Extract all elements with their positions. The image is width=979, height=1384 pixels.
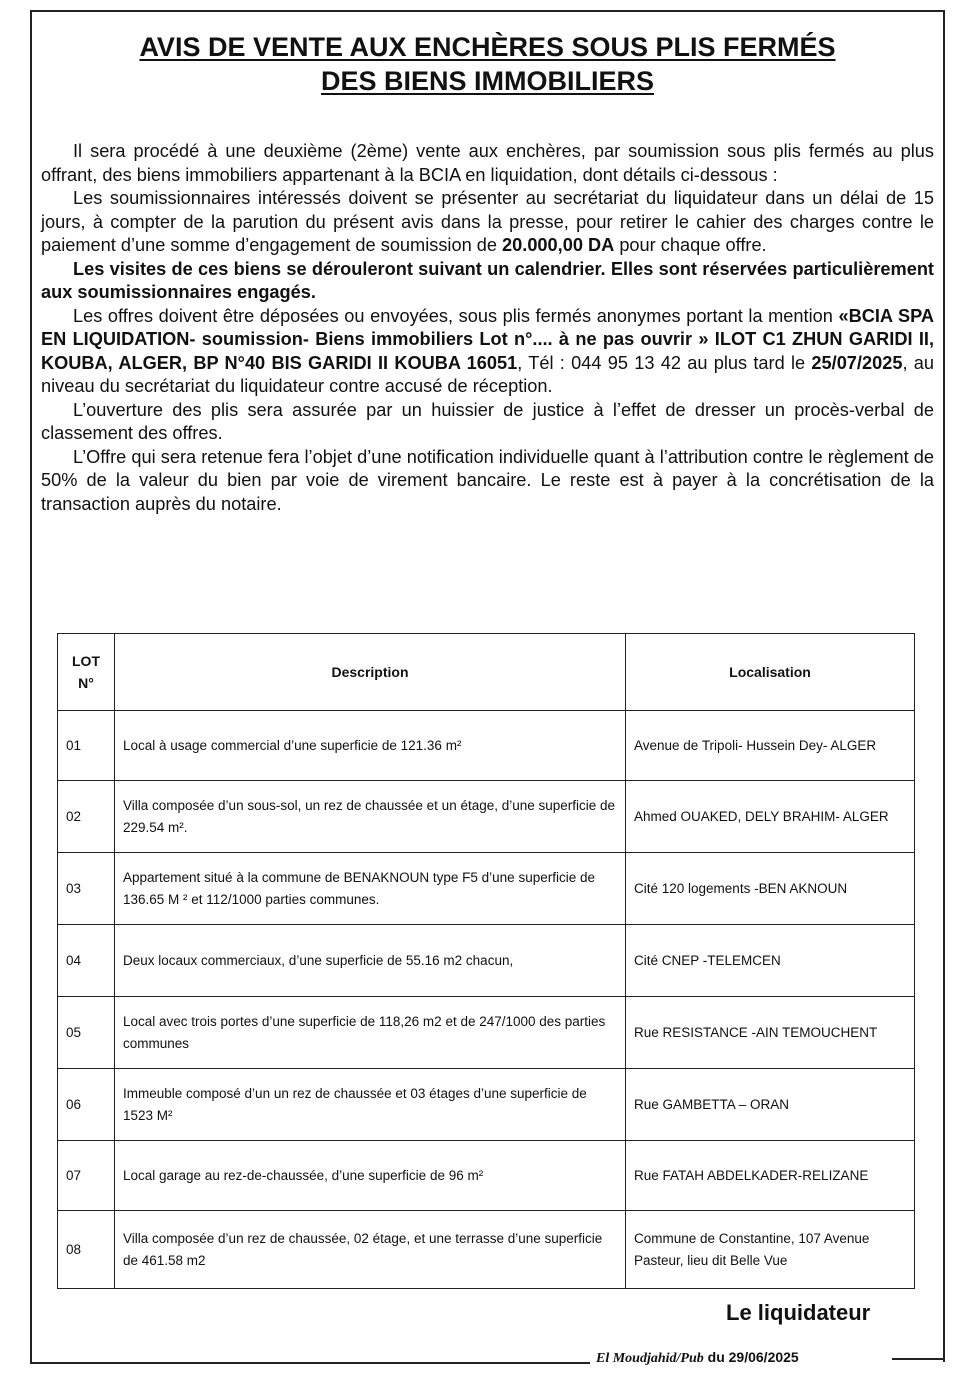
signature: Le liquidateur xyxy=(726,1300,871,1325)
envelope-mention: «BCIA SPA EN LIQUIDATION- soumission- Biens immobiliers Lot n°.... à ne pas ouvrir » ILOT C1 ZHUN GARIDI II, KOUBA, ALGER, BP N°40 BIS GARIDI II KOUBA 16051 xyxy=(41,305,935,373)
description-cell: Immeuble composé d’un un rez de chaussée et 03 étages d’une superficie de 1523 M² xyxy=(115,1069,626,1141)
header-lot: LOT N° xyxy=(58,634,115,711)
title-line-2: DES BIENS IMMOBILIERS xyxy=(320,66,655,96)
location-cell: Rue FATAH ABDELKADER-RELIZANE xyxy=(626,1141,915,1211)
location-cell: Rue GAMBETTA – ORAN xyxy=(626,1069,915,1141)
header-location: Localisation xyxy=(626,634,915,711)
engagement-amount: 20.000,00 DA xyxy=(502,235,615,255)
description-cell: Appartement situé à la commune de BENAKNOUN type F5 d’une superficie de 136.65 M ² et 112/1000 parties communes. xyxy=(115,853,626,925)
title-line-1: AVIS DE VENTE AUX ENCHÈRES SOUS PLIS FERMÉS xyxy=(139,32,836,62)
table-row xyxy=(58,853,915,925)
notice-body xyxy=(41,140,934,516)
newspaper-name: El Moudjahid/Pub xyxy=(596,1351,704,1366)
publication-date: du 29/06/2025 xyxy=(703,1349,799,1365)
location-cell: Cité 120 logements -BEN AKNOUN xyxy=(626,853,915,925)
table-row xyxy=(58,1069,915,1141)
paragraph-submission-end: pour chaque offre. xyxy=(614,235,767,255)
lot-cell: 04 xyxy=(58,925,115,997)
table-row xyxy=(58,711,915,781)
lot-cell: 03 xyxy=(58,853,115,925)
header-description: Description xyxy=(115,634,626,711)
paragraph-offers xyxy=(41,305,934,399)
location-cell: Avenue de Tripoli- Hussein Dey- ALGER xyxy=(626,711,915,781)
lot-cell: 05 xyxy=(58,997,115,1069)
paragraph-intro: Il sera procédé à une deuxième (2ème) vente aux enchères, par soumission sous plis fermés au plus offrant, des biens immobiliers appartenant à la BCIA en liquidation, dont détails ci-dessous : xyxy=(41,141,934,185)
paragraph-opening: L’ouverture des plis sera assurée par un huissier de justice à l’effet de dresser un procès-verbal de classement des offres. xyxy=(41,399,934,443)
location-cell: Commune de Constantine, 107 Avenue Pasteur, lieu dit Belle Vue xyxy=(626,1211,915,1289)
location-cell: Cité CNEP -TELEMCEN xyxy=(626,925,915,997)
lots-table xyxy=(57,633,915,1289)
footer-rule xyxy=(30,1362,590,1364)
lot-cell: 07 xyxy=(58,1141,115,1211)
description-cell: Villa composée d’un sous-sol, un rez de chaussée et un étage, d’une superficie de 229.54 m². xyxy=(115,781,626,853)
description-cell: Local à usage commercial d’une superficie de 121.36 m² xyxy=(115,711,626,781)
publication-footer xyxy=(596,1349,799,1367)
lot-cell: 01 xyxy=(58,711,115,781)
description-cell: Local garage au rez-de-chaussée, d’une superficie de 96 m² xyxy=(115,1141,626,1211)
description-cell: Villa composée d’un rez de chaussée, 02 étage, et une terrasse d’une superficie de 461.58 m2 xyxy=(115,1211,626,1289)
table-row xyxy=(58,1141,915,1211)
table-row xyxy=(58,997,915,1069)
paragraph-offers-end: , au niveau du secrétariat du liquidateur contre accusé de réception. xyxy=(41,352,934,396)
paragraph-offers-phone: , Tél : 044 95 13 42 au plus tard le xyxy=(517,352,812,373)
paragraph-offers-text: Les offres doivent être déposées ou envoyées, sous plis fermés anonymes portant la mention xyxy=(73,305,839,326)
footer-rule-right xyxy=(892,1358,945,1360)
table-row xyxy=(58,925,915,997)
lot-cell: 08 xyxy=(58,1211,115,1289)
notice-title xyxy=(30,30,945,98)
lot-cell: 02 xyxy=(58,781,115,853)
deadline-date: 25/07/2025 xyxy=(811,352,903,373)
location-cell: Rue RESISTANCE -AIN TEMOUCHENT xyxy=(626,997,915,1069)
lot-cell: 06 xyxy=(58,1069,115,1141)
description-cell: Local avec trois portes d’une superficie de 118,26 m2 et de 247/1000 des parties communes xyxy=(115,997,626,1069)
table-row xyxy=(58,781,915,853)
paragraph-award: L’Offre qui sera retenue fera l’objet d’une notification individuelle quant à l’attribution contre le règlement de 50% de la valeur du bien par voie de virement bancaire. Le reste est à payer à la concrétisation de la transaction auprès du notaire. xyxy=(41,446,934,514)
paragraph-submission-text: Les soumissionnaires intéressés doivent se présenter au secrétariat du liquidateur dans un délai de 15 jours, à compter de la parution du présent avis dans la presse, pour retirer le cahier des charges contre le paiement d’une somme d’engagement de soumission de xyxy=(41,188,934,255)
paragraph-visits: Les visites de ces biens se dérouleront suivant un calendrier. Elles sont réservées particulièrement aux soumissionnaires engagés. xyxy=(41,258,934,302)
description-cell: Deux locaux commerciaux, d’une superficie de 55.16 m2 chacun, xyxy=(115,925,626,997)
paragraph-submission xyxy=(41,187,934,258)
location-cell: Ahmed OUAKED, DELY BRAHIM- ALGER xyxy=(626,781,915,853)
table-header-row xyxy=(58,634,915,711)
table-row xyxy=(58,1211,915,1289)
lots-table-body xyxy=(58,711,915,1289)
